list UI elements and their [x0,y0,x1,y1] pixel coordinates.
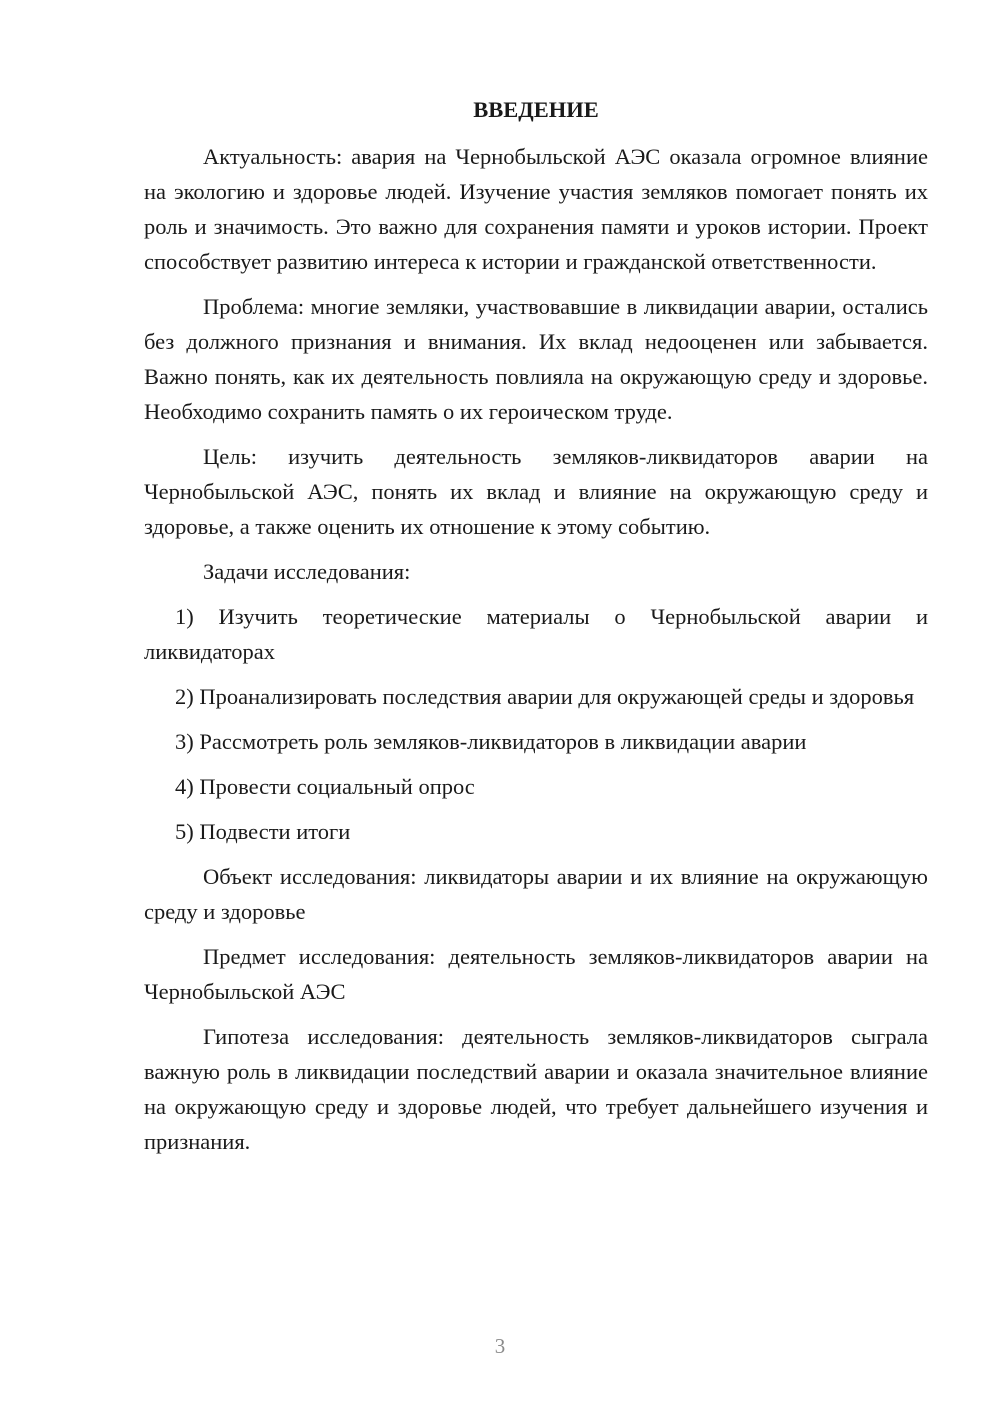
paragraph-subject: Предмет исследования: деятельность земляков-ликвидаторов аварии на Чернобыльской АЭС [144,944,928,1004]
task-item: 2) Проанализировать последствия аварии для окружающей среды и здоровья [175,684,915,709]
paragraph-goal: Цель: изучить деятельность земляков-ликвидаторов аварии на Чернобыльской АЭС, понять их вклад и влияние на окружающую среду и здоровье, а также оценить их отношение к этому событию. [144,444,928,539]
paragraph-hypothesis: Гипотеза исследования: деятельность земляков-ликвидаторов сыграла важную роль в ликвидации последствий аварии и оказала значительное влияние на окружающую среду и здоровье людей, что требует дальнейшего изучения и признания. [144,1024,928,1154]
task-item: 3) Рассмотреть роль земляков-ликвидаторов в ликвидации аварии [175,729,807,754]
task-item: 5) Подвести итоги [175,819,351,844]
task-item: 1) Изучить теоретические материалы о Чернобыльской аварии и ликвидаторах [144,604,928,664]
page-number: 3 [494,1334,506,1358]
paragraph-tasks-intro: Задачи исследования: [203,559,411,584]
page-content [144,92,928,1169]
task-item: 4) Провести социальный опрос [175,774,475,799]
paragraph-object: Объект исследования: ликвидаторы аварии и их влияние на окружающую среду и здоровье [144,864,928,924]
paragraph-relevance: Актуальность: авария на Чернобыльской АЭС оказала огромное влияние на экологию и здоровье людей. Изучение участия земляков помогает понять их роль и значимость. Это важно для сохранения памяти и уроков истории. Проект способствует развитию интереса к истории и гражданской ответственности. [144,144,928,274]
paragraph-problem: Проблема: многие земляки, участвовавшие в ликвидации аварии, остались без должного признания и внимания. Их вклад недооценен или забывается. Важно понять, как их деятельность повлияла на окружающую среду и здоровье. Необходимо сохранить память о их героическом труде. [144,294,928,424]
page-title: ВВЕДЕНИЕ [473,97,599,122]
